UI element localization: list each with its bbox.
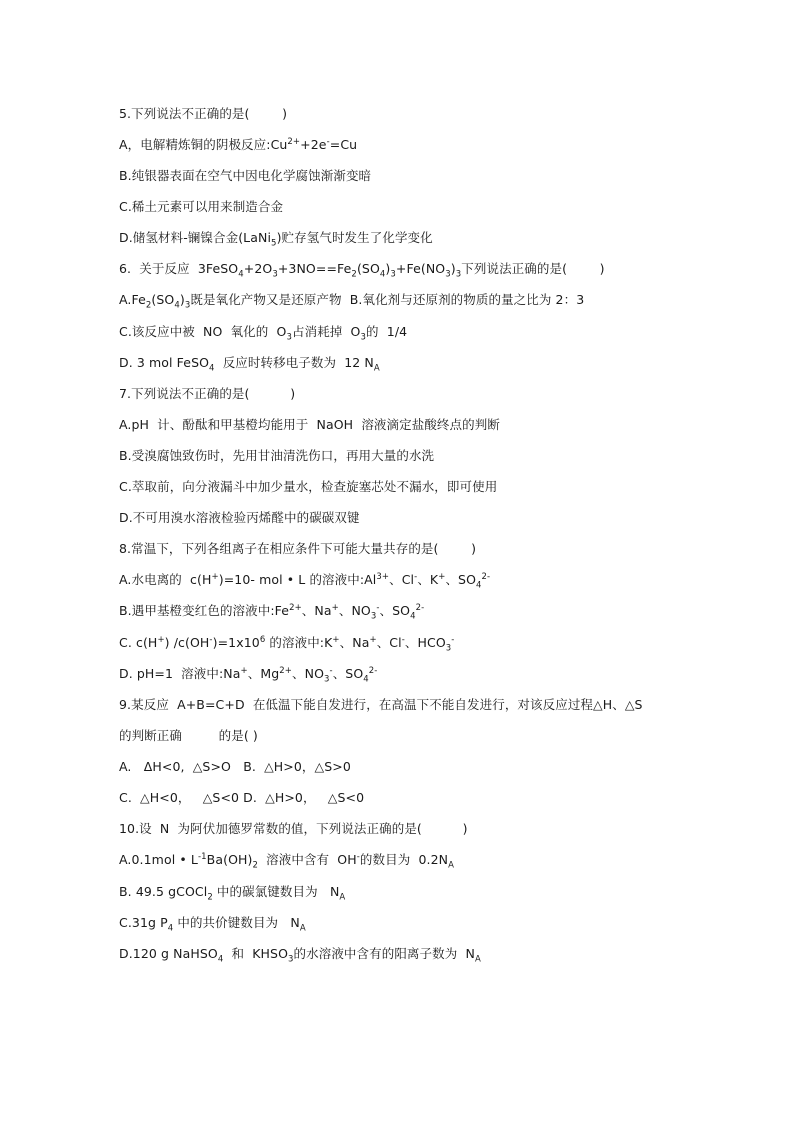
q8-stem: 8.常温下，下列各组离子在相应条件下可能大量共存的是( ) (119, 541, 477, 556)
q8-option-b: B.遇甲基橙变红色的溶液中$:Fe^{2+}$、Na+、$NO_3^-$、$SO_4^{2-}$ (119, 602, 425, 622)
q5-stem: 5.下列说法不正确的是( ) (119, 106, 288, 121)
q6-stem: 6. 关于反应 $3FeSO_4+2O_3+3NO==Fe_2(SO_4)_3+Fe(NO_3)_3$下列说法正确的是( ) (119, 261, 605, 280)
q9-stem-line-2: 的判断正确 的是( ) (119, 728, 258, 743)
q10-option-d: D.120 g NaHSO$_4$ 和 $KHSO_3$的水溶液中含有的阳离子数为 $N_A$ (119, 946, 481, 965)
q5-option-b: B.纯银器表面在空气中因电化学腐蚀渐渐变暗 (119, 168, 372, 183)
q10-stem: 10.设 N 为阿伏加德罗常数的值，下列说法正确的是( ) (119, 821, 468, 836)
q6-option-c: C.该反应中被 NO 氧化的 $O_3$占消耗掉 $O_3$的 1/4 (119, 324, 408, 343)
q7-option-b: B.受溴腐蚀致伤时，先用甘油清洗伤口，再用大量的水洗 (119, 448, 435, 463)
q9-option-cd: C. △H<0， △S<0 D. △H>0， △S<0 (119, 790, 365, 805)
q7-stem: 7.下列说法不正确的是( ) (119, 386, 296, 401)
q6-option-d: D. 3 mol FeSO$_4$ 反应时转移电子数为 12 $N_A$ (119, 355, 380, 374)
q10-option-c: C.31g $P_4$ 中的共价键数目为 $N_A$ (119, 915, 306, 934)
q10-option-b: B. 49.5 gCOCl$_2$ 中的碳氯键数目为 $N_A$ (119, 884, 346, 903)
q5-option-d: D.储氢材料-镧镍合金(LaNi$_5$)贮存氢气时发生了化学变化 (119, 230, 433, 249)
q8-option-d: D. pH=1 溶液中:Na+、$Mg^{2+}$、$NO_3^-$、$SO_4^{2-}$ (119, 665, 378, 685)
q8-option-a: A.水电离的 c(H+)=10- mol • L 的溶液中$:Al^{3+}$、Cl-、K+、$SO_4^{2-}$ (119, 571, 491, 591)
q5-option-a: A，电解精炼铜的阴极反应$:Cu^{2+}+2e^-=Cu$ (119, 136, 358, 152)
q6-option-ab: $A.Fe_2(SO_4)_3$既是氧化产物又是还原产物 B.氧化剂与还原剂的物质的量之比为 2：3 (119, 292, 585, 311)
q9-stem-line-1: 9.某反应 A+B=C+D 在低温下能自发进行，在高温下不能自发进行，对该反应过程△H、△S (119, 697, 643, 712)
q8-option-c: C. c(H+) $/c(OH^-)=1x10^6$ 的溶液中:K+、Na+、Cl-、$HCO_3^-$ (119, 634, 455, 654)
q10-option-a: A.0.1mol • $L^{-1}Ba(OH)_2$ 溶液中含有 OH-的数目为 $0.2N_A$ (119, 851, 455, 871)
q7-option-c: C.萃取前，向分液漏斗中加少量水，检查旋塞芯处不漏水，即可使用 (119, 479, 498, 494)
q7-option-d: D.不可用溴水溶液检验丙烯醛中的碳碳双键 (119, 510, 360, 525)
q7-option-a: A.pH 计、酚酞和甲基橙均能用于 NaOH 溶液滴定盐酸终点的判断 (119, 417, 500, 432)
q9-option-ab: A. ΔH<0, △S>O B. △H>0，△S>0 (119, 759, 351, 774)
q5-option-c: C.稀土元素可以用来制造合金 (119, 199, 284, 214)
